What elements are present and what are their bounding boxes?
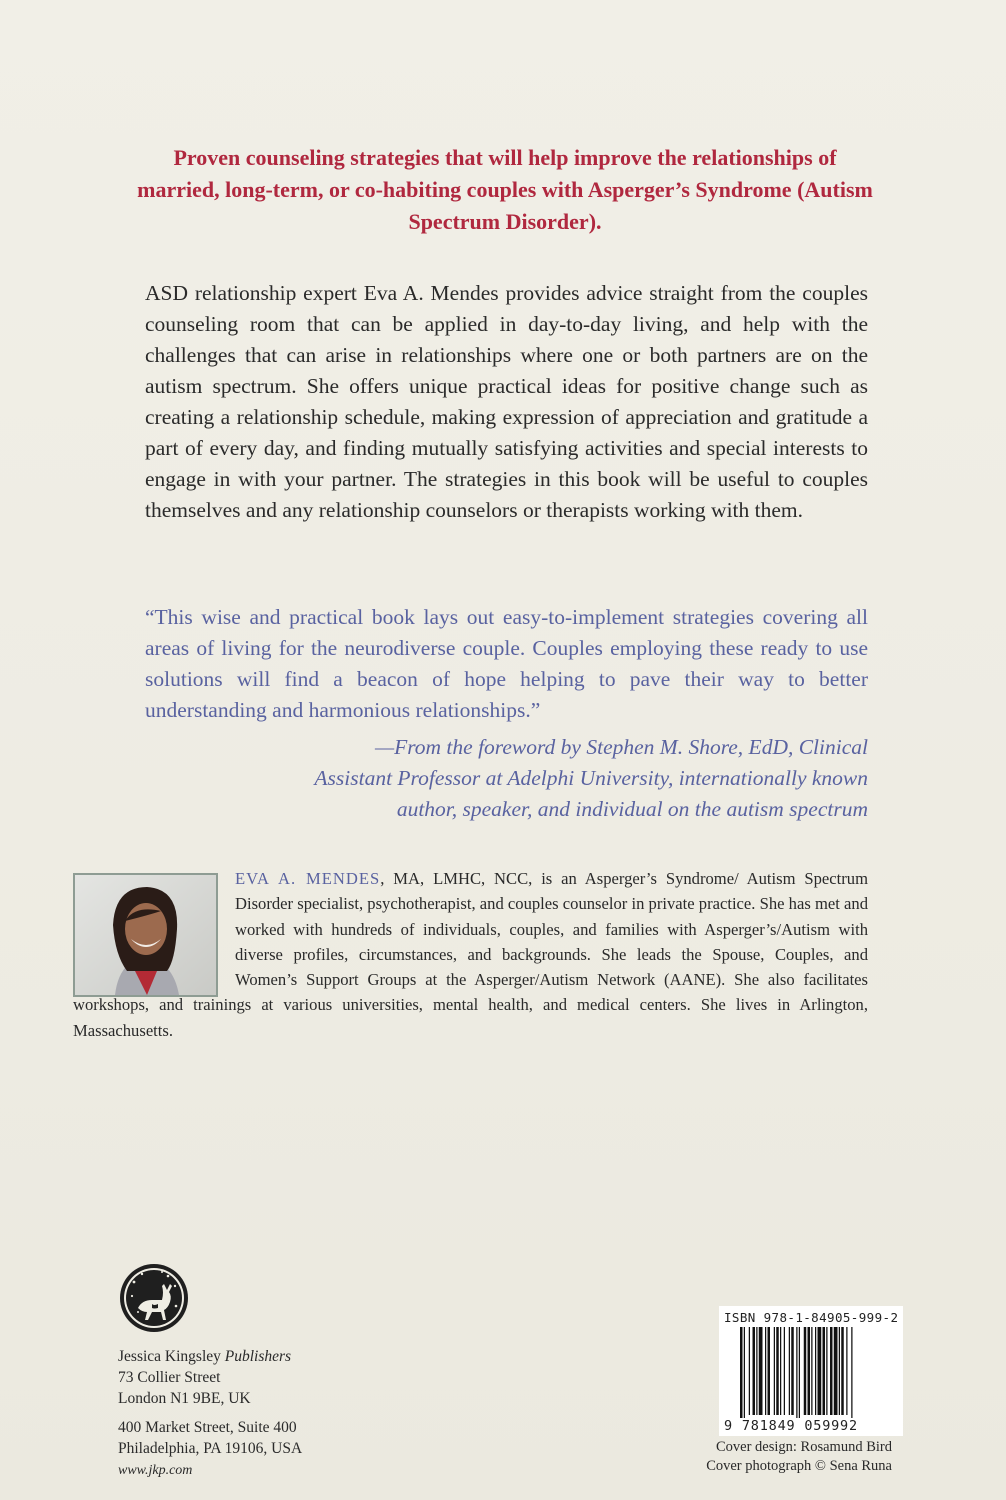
barcode-bar	[834, 1327, 838, 1415]
barcode-bar	[823, 1327, 826, 1415]
publisher-name: Jessica Kingsley Publishers	[118, 1348, 292, 1365]
author-name: EVA A. MENDES	[235, 869, 381, 888]
cover-credits	[672, 1438, 892, 1476]
barcode-bar	[808, 1327, 811, 1415]
endorsement-quote: “This wise and practical book lays out easy-to-implement strategies covering all areas of living for the neurodiverse couple. Couples employing these ready to use solutions will find a beacon of hope helping to pave their way to better understanding and harmonious relationships.”	[145, 605, 868, 722]
barcode-bar	[749, 1327, 750, 1415]
isbn-label: ISBN 978-1-84905-999-2	[724, 1310, 899, 1325]
barcode-bar	[759, 1327, 763, 1415]
publisher-logo-icon	[118, 1262, 190, 1334]
barcode-bar	[841, 1327, 844, 1415]
publisher-website: www.jkp.com	[118, 1463, 193, 1478]
barcode-bar	[811, 1327, 812, 1415]
barcode-bar	[830, 1327, 833, 1415]
barcode-bar	[804, 1327, 807, 1415]
barcode-bar	[796, 1327, 797, 1421]
barcode-bar	[740, 1327, 743, 1421]
cover-design-credit: Cover design: Rosamund Bird	[715, 1439, 892, 1455]
barcode-bar	[791, 1327, 794, 1415]
barcode-digits: 9 781849 059992	[724, 1418, 899, 1434]
address-line: London N1 9BE, UK	[118, 1390, 251, 1407]
barcode-bar	[780, 1327, 781, 1415]
attribution-line: —From the foreword by Stephen M. Shore, EdD, Clinical	[374, 735, 868, 759]
barcode-bar	[774, 1327, 775, 1415]
barcode-bar	[765, 1327, 766, 1415]
endorsement-attribution	[145, 732, 868, 825]
tagline: Proven counseling strategies that will help improve the relationships of married, long-term, or co-habiting couples with Asperger’s Syndrome (Autism Spectrum Disorder).	[137, 145, 873, 234]
barcode-bar	[839, 1327, 840, 1415]
barcode-bar	[799, 1327, 800, 1421]
barcode-bar	[846, 1327, 847, 1415]
book-description: ASD relationship expert Eva A. Mendes provides advice straight from the couples counseling room that can be applied in day-to-day living, and help with the challenges that can arise in relationships where one or both partners are on the autism spectrum. She offers unique practical ideas for positive change such as creating a relationship schedule, making expression of appreciation and gratitude a part of every day, and finding mutually satisfying activities and special interests to engage in with your partner. The strategies in this book will be useful to couples themselves and any relationship counselors or therapists working with them.	[145, 281, 868, 522]
barcode-bar	[826, 1327, 827, 1415]
publisher-info	[118, 1346, 302, 1459]
barcode-bar	[789, 1327, 790, 1415]
barcode-bar	[815, 1327, 816, 1415]
address-line: Philadelphia, PA 19106, USA	[118, 1440, 303, 1457]
barcode-bar	[744, 1327, 745, 1421]
barcode-bar	[776, 1327, 779, 1415]
barcode-bar	[851, 1327, 852, 1421]
barcode-bar	[784, 1327, 785, 1415]
author-bio-text: , MA, LMHC, NCC, is an Asperger’s Syndrome/ Autism Spectrum Disorder specialist, psychotherapist, and couples counselor in private practice. She has met and worked with hundreds of individuals, couples, and families with Asperger’s/Autism with diverse profiles, circumstances, and backgrounds. She leads the Spouse, Couples, and Women’s Support Groups at the Asperger/Autism Network (AANE). She also facilitates workshops, and trainings at various universities, mental health, and medical centers. She lives in Arlington, Massachusetts.	[73, 869, 868, 1040]
barcode-bar	[818, 1327, 822, 1415]
cover-photo-credit: Cover photograph © Sena Runa	[706, 1458, 892, 1474]
isbn-barcode	[740, 1327, 896, 1421]
address-line: 73 Collier Street	[118, 1369, 221, 1386]
barcode-bar	[756, 1327, 757, 1415]
barcode-bar	[753, 1327, 756, 1415]
barcode-bar	[768, 1327, 771, 1415]
attribution-line: Assistant Professor at Adelphi University, internationally known	[314, 766, 868, 790]
attribution-line: author, speaker, and individual on the autism spectrum	[396, 797, 868, 821]
address-line: 400 Market Street, Suite 400	[118, 1419, 297, 1436]
author-bio	[73, 866, 868, 1043]
